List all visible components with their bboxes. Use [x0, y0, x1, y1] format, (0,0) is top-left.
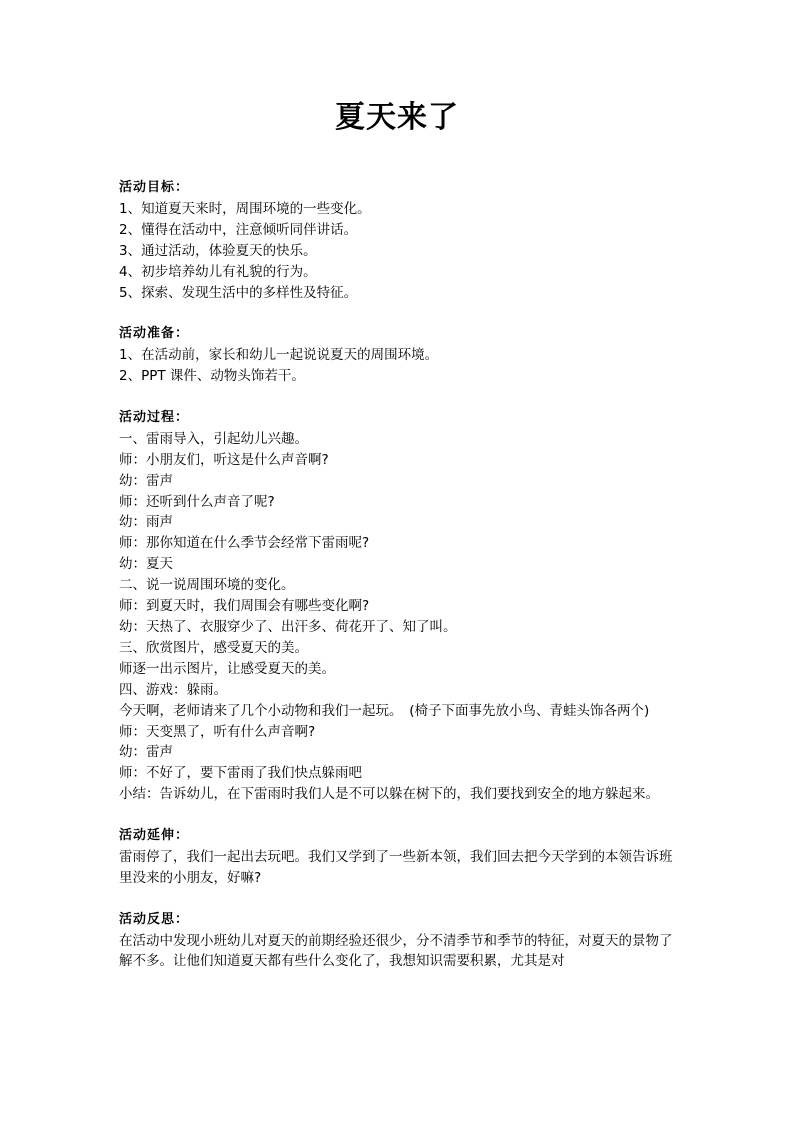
- extension-heading: 活动延伸：: [119, 828, 190, 844]
- process-line: 幼：天热了、衣服穿少了、出汗多、荷花开了、知了叫。: [119, 619, 457, 635]
- document-title: 夏天来了: [335, 100, 459, 135]
- process-line: 一、雷雨导入，引起幼儿兴趣。: [119, 430, 308, 447]
- process-line: 幼：雨声: [119, 514, 173, 531]
- preparation-item: 2、PPT 课件、动物头饰若干。: [119, 368, 305, 385]
- document-body: [119, 178, 681, 972]
- goal-item: 3、通过活动，体验夏天的快乐。: [119, 242, 317, 259]
- process-line: 师：还听到什么声音了呢?: [119, 493, 275, 510]
- process-paragraph: 今天啊，老师请来了几个小动物和我们一起玩。 (椅子下面事先放小鸟、青蛙头饰各两个): [119, 702, 650, 719]
- extension-text: 雷雨停了，我们一起出去玩吧。我们又学到了一些新本领，我们回去把今天学到的本领告诉班里没来的小朋友，好嘛?: [119, 848, 673, 886]
- goal-item: 2、懂得在活动中，注意倾听同伴讲话。: [119, 221, 358, 238]
- process-line: 三、欣赏图片，感受夏天的美。: [119, 639, 308, 656]
- goal-item: 1、知道夏天来时，周围环境的一些变化。: [119, 200, 371, 217]
- preparation-heading: 活动准备：: [119, 326, 190, 342]
- process-line: 幼：雷声: [119, 472, 173, 489]
- reflection-text: 在活动中发现小班幼儿对夏天的前期经验还很少，分不清季节和季节的特征，对夏天的景物了解不多。让他们知道夏天都有些什么变化了，我想知识需要积累，尤其是对: [119, 932, 673, 970]
- preparation-item: 1、在活动前，家长和幼儿一起说说夏天的周围环境。: [119, 347, 439, 364]
- process-line: 二、说一说周围环境的变化。: [119, 577, 295, 594]
- process-line: 师：小朋友们，听这是什么声音啊?: [119, 451, 329, 468]
- goals-heading: 活动目标：: [119, 180, 190, 195]
- reflection-heading: 活动反思：: [119, 911, 190, 927]
- goal-item: 5、探索、发现生活中的多样性及特征。: [119, 284, 358, 301]
- process-line: 师：天变黑了，听有什么声音啊?: [119, 723, 316, 740]
- process-line: 四、游戏：躲雨。: [119, 681, 227, 698]
- process-line: 师：那你知道在什么季节会经常下雷雨呢?: [119, 535, 370, 552]
- process-line: 幼：夏天: [119, 556, 173, 573]
- process-line: 幼：雷声: [119, 744, 173, 761]
- goal-item: 4、初步培养幼儿有礼貌的行为。: [119, 263, 317, 280]
- process-heading: 活动过程：: [119, 409, 190, 425]
- process-paragraph: 小结：告诉幼儿，在下雷雨时我们人是不可以躲在树下的，我们要找到安全的地方躲起来。: [119, 786, 659, 803]
- process-line: 师：不好了，要下雷雨了我们快点躲雨吧: [119, 765, 362, 782]
- process-line: 师：到夏天时，我们周围会有哪些变化啊?: [119, 598, 370, 615]
- process-line: 师逐一出示图片，让感受夏天的美。: [119, 660, 335, 677]
